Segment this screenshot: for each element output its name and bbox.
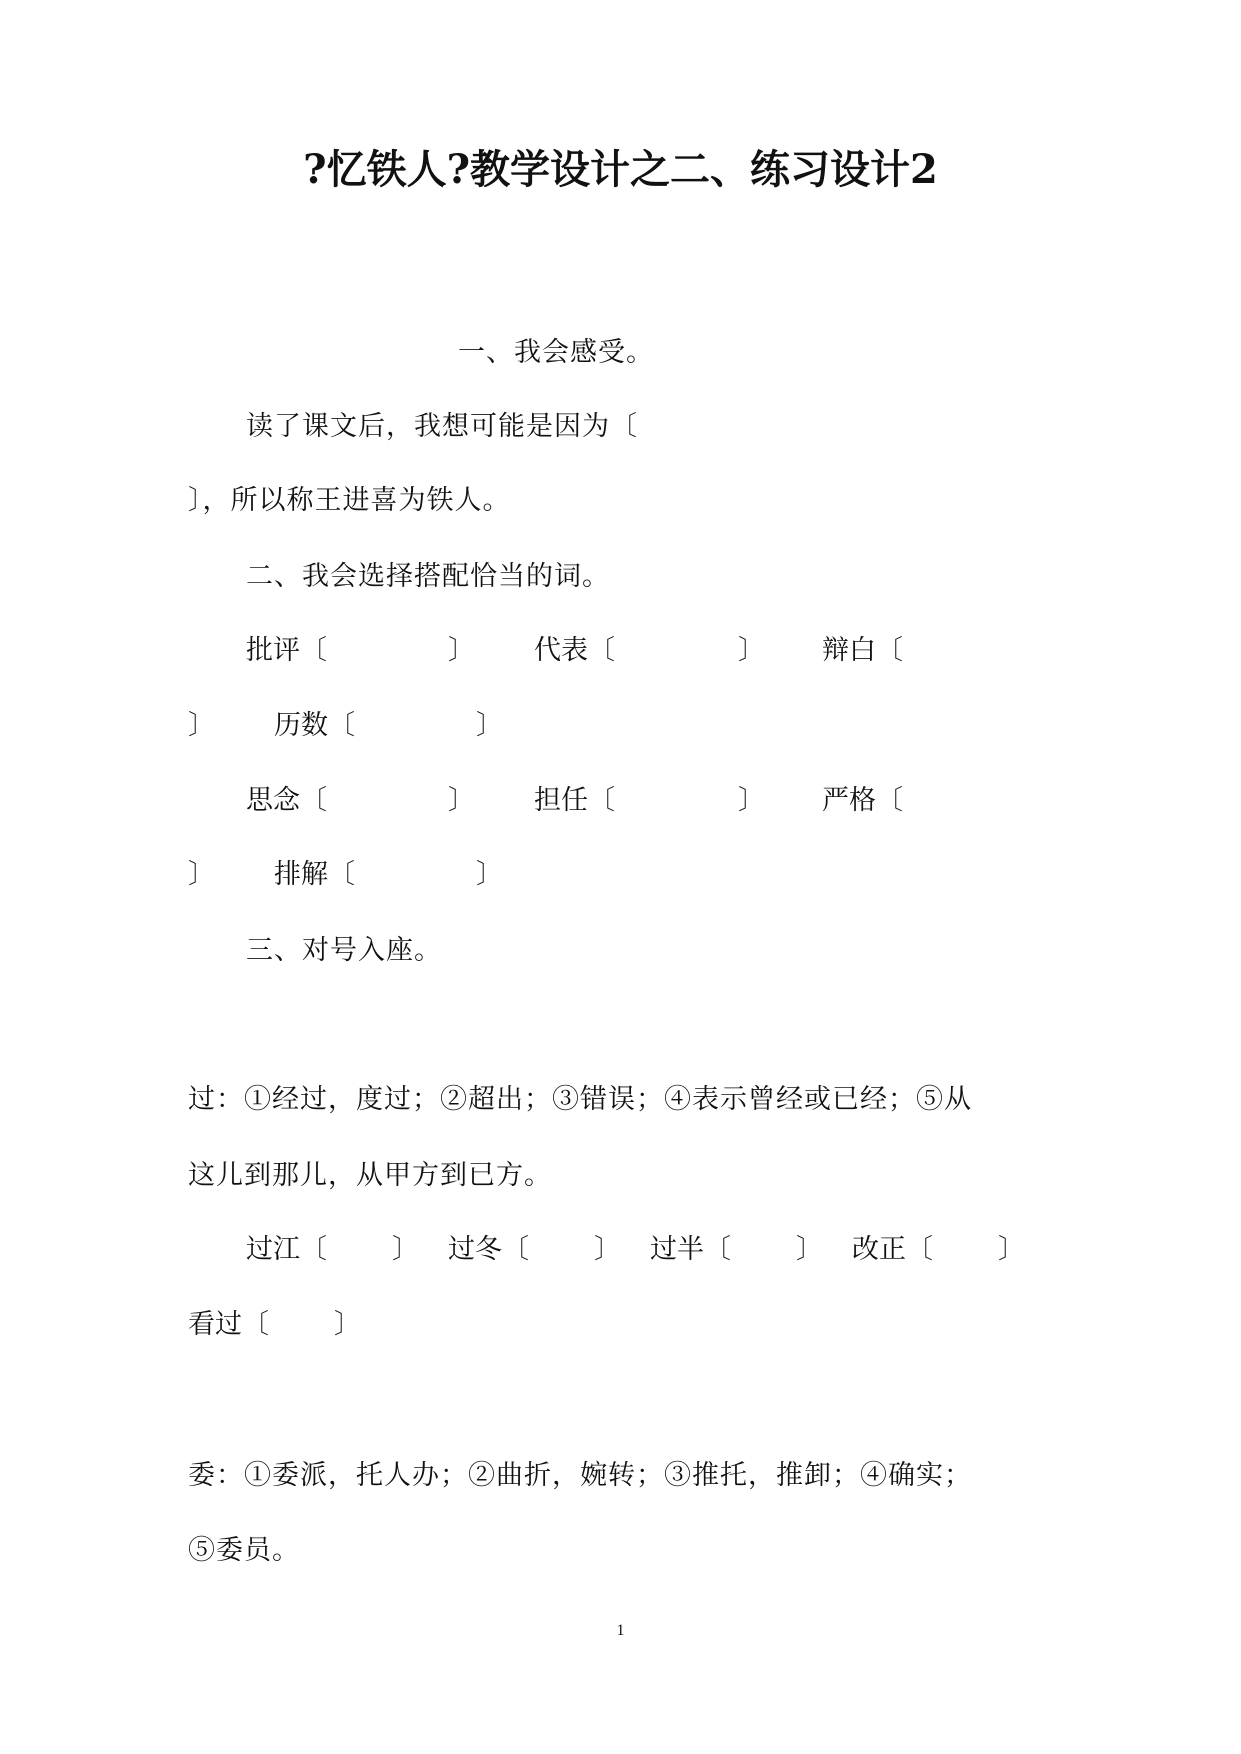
bracket-close: 〕	[796, 1234, 823, 1265]
guo-definition-line2: 这儿到那儿，从甲方到已方。	[188, 1160, 552, 1191]
guo-item-guoban: 过半〔	[650, 1234, 731, 1265]
section1-line2: 〕，所以称王进喜为铁人。	[188, 485, 511, 516]
bracket-close: 〕	[188, 710, 215, 741]
bracket-close: 〕	[448, 785, 475, 816]
bracket-close: 〕	[334, 1309, 361, 1340]
word-danren: 担任〔	[534, 785, 615, 816]
wei-definition-line2: ⑤委员。	[188, 1535, 300, 1566]
word-daibiao: 代表〔	[534, 635, 615, 666]
bracket-close: 〕	[392, 1234, 419, 1265]
section1-heading: 一、我会感受。	[458, 337, 654, 368]
page-number: 1	[616, 1622, 625, 1639]
guo-item-guodong: 过冬〔	[448, 1234, 529, 1265]
bracket-close: 〕	[594, 1234, 621, 1265]
bracket-close: 〕	[738, 785, 765, 816]
word-bianbai: 辩白〔	[822, 635, 903, 666]
section2-heading: 二、我会选择搭配恰当的词。	[246, 561, 610, 592]
bracket-close: 〕	[738, 635, 765, 666]
wei-definition-line1: 委：①委派，托人办；②曲折，婉转；③推托，推卸；④确实；	[188, 1460, 972, 1491]
guo-item-guojiang: 过江〔	[246, 1234, 327, 1265]
word-lishu: 历数〔	[274, 710, 355, 741]
bracket-close: 〕	[476, 859, 503, 890]
section3-heading: 三、对号入座。	[246, 935, 442, 966]
word-sinian: 思念〔	[246, 785, 327, 816]
bracket-close: 〕	[188, 859, 215, 890]
guo-item-gaizheng: 改正〔	[852, 1234, 933, 1265]
word-piping: 批评〔	[246, 635, 327, 666]
word-yange: 严格〔	[822, 785, 903, 816]
bracket-close: 〕	[448, 635, 475, 666]
bracket-close: 〕	[476, 710, 503, 741]
document-title: ?忆铁人?教学设计之二、练习设计2	[303, 146, 938, 193]
word-paijie: 排解〔	[274, 859, 355, 890]
guo-definition-line1: 过：①经过，度过；②超出；③错误；④表示曾经或已经；⑤从	[188, 1084, 972, 1115]
section1-line1: 读了课文后，我想可能是因为〔	[246, 411, 638, 442]
guo-item-kanguo: 看过〔	[188, 1309, 269, 1340]
bracket-close: 〕	[998, 1234, 1025, 1265]
